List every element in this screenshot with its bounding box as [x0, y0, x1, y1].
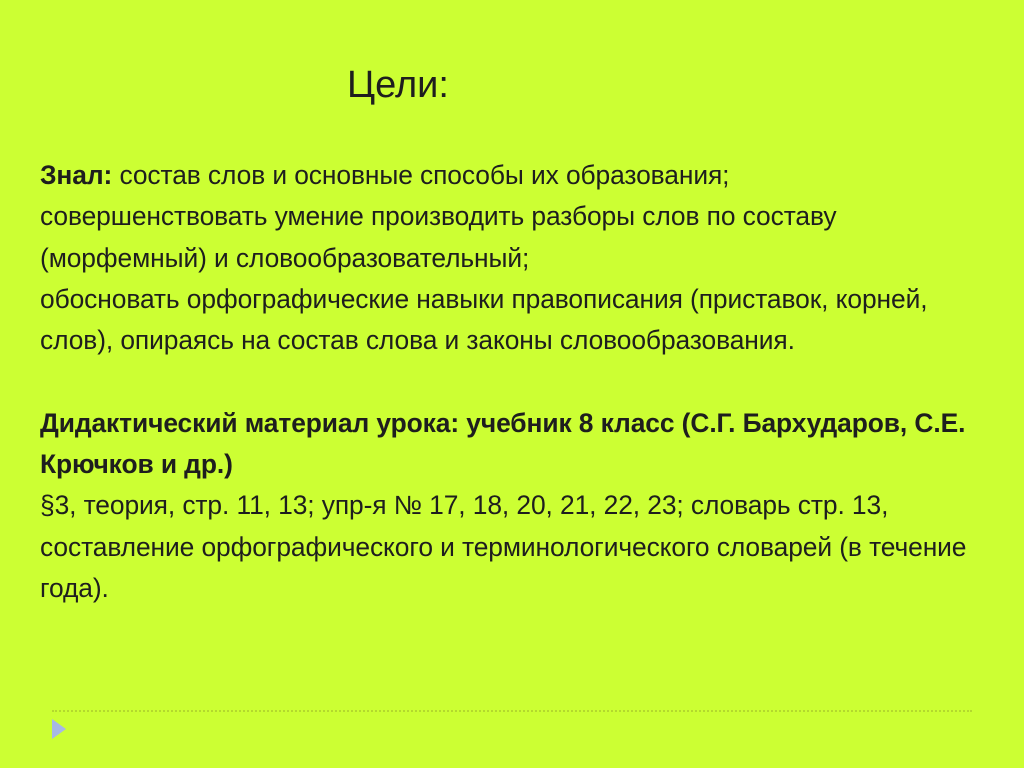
goal-text-1: состав слов и основные способы их образования;	[112, 160, 730, 190]
triangle-arrow-icon	[52, 719, 66, 739]
goal-line-3: обосновать орфографические навыки правописания (приставок, корней, слов), опираясь на состав слова и законы словообразования.	[40, 283, 928, 356]
material-details: §3, теория, стр. 11, 13; упр-я № 17, 18, 20, 21, 22, 23; словарь стр. 13, составление орфографического и терминологического словарей (в течение года).	[40, 490, 967, 603]
paragraph-gap	[40, 361, 1000, 402]
slide-title: Цели:	[347, 64, 449, 106]
material-heading-text: Дидактический материал урока: учебник 8 класс (С.Г. Бархударов, С.Е. Крючков и др.)	[40, 407, 966, 480]
goal-line-2: совершенствовать умение производить разборы слов по составу (морфемный) и словообразовательный;	[40, 201, 837, 273]
dotted-divider	[52, 710, 972, 712]
material-heading	[40, 403, 1000, 486]
slide-body	[40, 155, 1000, 609]
goal-label: Знал:	[40, 160, 113, 190]
goal-line-1	[40, 155, 1000, 196]
